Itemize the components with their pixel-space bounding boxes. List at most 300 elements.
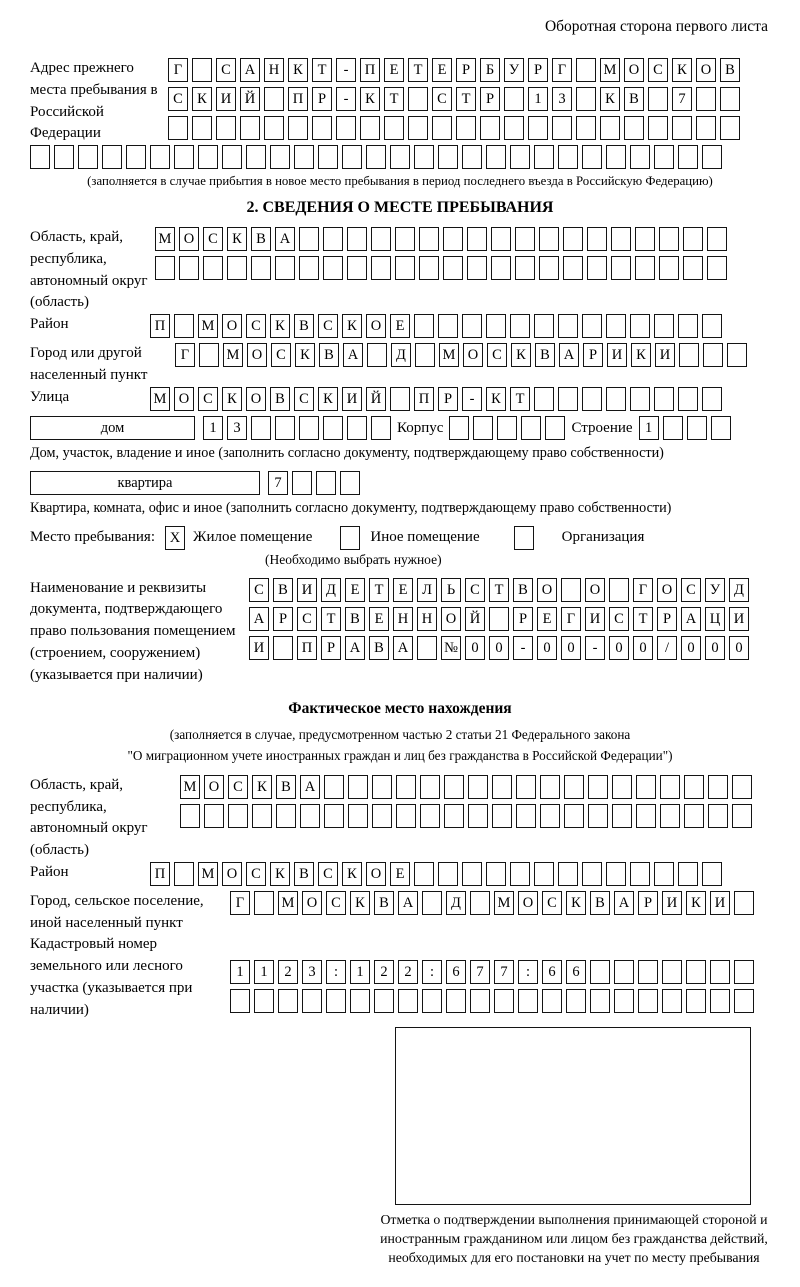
char-box[interactable]	[648, 87, 668, 111]
char-box[interactable]	[558, 314, 578, 338]
char-box[interactable]: Е	[369, 607, 389, 631]
char-box[interactable]: С	[542, 891, 562, 915]
char-box[interactable]: Е	[537, 607, 557, 631]
char-box[interactable]	[324, 775, 344, 799]
char-box[interactable]	[590, 989, 610, 1013]
char-box[interactable]: И	[216, 87, 236, 111]
char-box[interactable]: К	[270, 314, 290, 338]
char-box[interactable]	[486, 862, 506, 886]
char-box[interactable]	[684, 804, 704, 828]
char-box[interactable]	[462, 314, 482, 338]
char-box[interactable]: 0	[609, 636, 629, 660]
char-box[interactable]	[470, 989, 490, 1013]
char-box[interactable]: 0	[465, 636, 485, 660]
char-box[interactable]	[687, 416, 707, 440]
char-box[interactable]: :	[518, 960, 538, 984]
char-box[interactable]	[203, 256, 223, 280]
confirmation-mark-box[interactable]	[395, 1027, 751, 1205]
char-box[interactable]	[576, 58, 596, 82]
char-box[interactable]	[180, 804, 200, 828]
char-box[interactable]: К	[360, 87, 380, 111]
char-box[interactable]	[635, 256, 655, 280]
char-box[interactable]: А	[614, 891, 634, 915]
char-box[interactable]: А	[300, 775, 320, 799]
char-box[interactable]	[318, 145, 338, 169]
char-box[interactable]	[174, 314, 194, 338]
char-box[interactable]: М	[223, 343, 243, 367]
char-box[interactable]: В	[720, 58, 740, 82]
char-box[interactable]: К	[318, 387, 338, 411]
char-box[interactable]	[294, 145, 314, 169]
char-box[interactable]: Д	[321, 578, 341, 602]
char-box[interactable]	[609, 578, 629, 602]
char-box[interactable]: М	[198, 862, 218, 886]
char-box[interactable]	[491, 227, 511, 251]
char-box[interactable]	[486, 314, 506, 338]
char-box[interactable]: Ь	[441, 578, 461, 602]
char-box[interactable]	[561, 578, 581, 602]
char-box[interactable]	[734, 960, 754, 984]
char-box[interactable]: А	[393, 636, 413, 660]
char-box[interactable]	[727, 343, 747, 367]
char-box[interactable]	[684, 775, 704, 799]
char-box[interactable]: 2	[374, 960, 394, 984]
char-box[interactable]	[240, 116, 260, 140]
char-box[interactable]	[486, 145, 506, 169]
char-box[interactable]	[582, 145, 602, 169]
char-box[interactable]	[576, 87, 596, 111]
char-box[interactable]	[588, 804, 608, 828]
char-box[interactable]: 3	[227, 416, 247, 440]
char-box[interactable]	[395, 256, 415, 280]
char-box[interactable]: С	[648, 58, 668, 82]
char-box[interactable]	[638, 989, 658, 1013]
char-box[interactable]: О	[696, 58, 716, 82]
char-box[interactable]	[515, 227, 535, 251]
char-box[interactable]	[696, 116, 716, 140]
char-box[interactable]: Е	[384, 58, 404, 82]
char-box[interactable]: О	[174, 387, 194, 411]
char-box[interactable]: П	[150, 314, 170, 338]
char-box[interactable]	[662, 989, 682, 1013]
char-box[interactable]	[504, 87, 524, 111]
char-box[interactable]	[326, 989, 346, 1013]
char-box[interactable]: №	[441, 636, 461, 660]
char-box[interactable]: А	[398, 891, 418, 915]
char-box[interactable]	[516, 804, 536, 828]
char-box[interactable]: :	[326, 960, 346, 984]
char-box[interactable]: С	[203, 227, 223, 251]
char-box[interactable]: Р	[456, 58, 476, 82]
char-box[interactable]: А	[559, 343, 579, 367]
char-box[interactable]	[336, 116, 356, 140]
char-box[interactable]: О	[302, 891, 322, 915]
char-box[interactable]: Н	[264, 58, 284, 82]
char-box[interactable]: О	[463, 343, 483, 367]
char-box[interactable]	[473, 416, 493, 440]
char-box[interactable]: М	[494, 891, 514, 915]
char-box[interactable]: В	[251, 227, 271, 251]
char-box[interactable]	[510, 862, 530, 886]
char-box[interactable]	[102, 145, 122, 169]
char-box[interactable]	[702, 145, 722, 169]
char-box[interactable]: В	[319, 343, 339, 367]
char-box[interactable]	[174, 145, 194, 169]
checkbox-organizatsiya[interactable]	[514, 526, 534, 550]
char-box[interactable]	[273, 636, 293, 660]
char-box[interactable]	[624, 116, 644, 140]
char-box[interactable]: Е	[393, 578, 413, 602]
checkbox-zhiloe[interactable]: X	[165, 526, 185, 550]
char-box[interactable]: С	[487, 343, 507, 367]
char-box[interactable]: С	[271, 343, 291, 367]
char-box[interactable]	[443, 227, 463, 251]
char-box[interactable]	[323, 256, 343, 280]
char-box[interactable]	[384, 116, 404, 140]
char-box[interactable]: Е	[345, 578, 365, 602]
char-box[interactable]: К	[566, 891, 586, 915]
char-box[interactable]	[299, 256, 319, 280]
char-box[interactable]: Г	[561, 607, 581, 631]
char-box[interactable]	[340, 471, 360, 495]
char-box[interactable]	[558, 145, 578, 169]
char-box[interactable]	[638, 960, 658, 984]
char-box[interactable]: Р	[273, 607, 293, 631]
char-box[interactable]	[720, 116, 740, 140]
char-box[interactable]	[348, 804, 368, 828]
char-box[interactable]: Р	[321, 636, 341, 660]
char-box[interactable]: А	[275, 227, 295, 251]
char-box[interactable]: М	[278, 891, 298, 915]
char-box[interactable]: К	[511, 343, 531, 367]
char-box[interactable]	[300, 804, 320, 828]
char-box[interactable]	[732, 804, 752, 828]
char-box[interactable]: С	[465, 578, 485, 602]
char-box[interactable]	[174, 862, 194, 886]
char-box[interactable]	[468, 804, 488, 828]
char-box[interactable]: К	[342, 862, 362, 886]
char-box[interactable]: М	[600, 58, 620, 82]
char-box[interactable]: Г	[230, 891, 250, 915]
char-box[interactable]: 0	[537, 636, 557, 660]
char-box[interactable]: О	[179, 227, 199, 251]
char-box[interactable]: У	[705, 578, 725, 602]
char-box[interactable]: 6	[446, 960, 466, 984]
char-box[interactable]: И	[607, 343, 627, 367]
char-box[interactable]: К	[686, 891, 706, 915]
char-box[interactable]	[504, 116, 524, 140]
char-box[interactable]	[612, 775, 632, 799]
char-box[interactable]	[558, 862, 578, 886]
char-box[interactable]: А	[343, 343, 363, 367]
char-box[interactable]	[480, 116, 500, 140]
char-box[interactable]: И	[710, 891, 730, 915]
char-box[interactable]: К	[600, 87, 620, 111]
char-box[interactable]: О	[537, 578, 557, 602]
char-box[interactable]: К	[222, 387, 242, 411]
char-box[interactable]	[254, 891, 274, 915]
char-box[interactable]: В	[294, 314, 314, 338]
char-box[interactable]	[654, 145, 674, 169]
char-box[interactable]	[630, 387, 650, 411]
char-box[interactable]	[611, 256, 631, 280]
char-box[interactable]: И	[297, 578, 317, 602]
char-box[interactable]	[635, 227, 655, 251]
char-box[interactable]	[251, 256, 271, 280]
char-box[interactable]: Т	[312, 58, 332, 82]
char-box[interactable]	[582, 387, 602, 411]
char-box[interactable]: 7	[494, 960, 514, 984]
char-box[interactable]	[462, 145, 482, 169]
char-box[interactable]: 3	[552, 87, 572, 111]
char-box[interactable]: Р	[513, 607, 533, 631]
char-box[interactable]: Й	[240, 87, 260, 111]
char-box[interactable]: М	[155, 227, 175, 251]
char-box[interactable]: Ц	[705, 607, 725, 631]
char-box[interactable]: М	[180, 775, 200, 799]
char-box[interactable]	[534, 145, 554, 169]
char-box[interactable]	[545, 416, 565, 440]
char-box[interactable]	[270, 145, 290, 169]
char-box[interactable]	[347, 256, 367, 280]
char-box[interactable]	[606, 145, 626, 169]
char-box[interactable]: О	[441, 607, 461, 631]
char-box[interactable]	[492, 804, 512, 828]
char-box[interactable]	[516, 775, 536, 799]
char-box[interactable]	[659, 227, 679, 251]
char-box[interactable]	[497, 416, 517, 440]
char-box[interactable]: С	[246, 862, 266, 886]
char-box[interactable]: К	[672, 58, 692, 82]
char-box[interactable]	[663, 416, 683, 440]
char-box[interactable]	[707, 256, 727, 280]
char-box[interactable]: В	[590, 891, 610, 915]
char-box[interactable]	[414, 145, 434, 169]
char-box[interactable]	[654, 314, 674, 338]
char-box[interactable]	[654, 862, 674, 886]
char-box[interactable]	[582, 314, 602, 338]
char-box[interactable]	[489, 607, 509, 631]
char-box[interactable]	[228, 804, 248, 828]
char-box[interactable]: С	[246, 314, 266, 338]
char-box[interactable]	[518, 989, 538, 1013]
char-box[interactable]: 0	[705, 636, 725, 660]
char-box[interactable]: 0	[489, 636, 509, 660]
char-box[interactable]	[678, 145, 698, 169]
char-box[interactable]: И	[729, 607, 749, 631]
char-box[interactable]: -	[462, 387, 482, 411]
char-box[interactable]: М	[150, 387, 170, 411]
char-box[interactable]: В	[270, 387, 290, 411]
char-box[interactable]: О	[204, 775, 224, 799]
char-box[interactable]	[534, 387, 554, 411]
char-box[interactable]	[398, 989, 418, 1013]
char-box[interactable]: К	[350, 891, 370, 915]
char-box[interactable]	[204, 804, 224, 828]
char-box[interactable]: Р	[583, 343, 603, 367]
char-box[interactable]: К	[227, 227, 247, 251]
char-box[interactable]	[192, 58, 212, 82]
char-box[interactable]: 3	[302, 960, 322, 984]
char-box[interactable]: В	[535, 343, 555, 367]
char-box[interactable]	[324, 804, 344, 828]
char-box[interactable]	[276, 804, 296, 828]
char-box[interactable]	[374, 989, 394, 1013]
char-box[interactable]: /	[657, 636, 677, 660]
char-box[interactable]: О	[246, 387, 266, 411]
char-box[interactable]	[446, 989, 466, 1013]
char-box[interactable]	[534, 314, 554, 338]
char-box[interactable]	[510, 314, 530, 338]
char-box[interactable]: И	[662, 891, 682, 915]
char-box[interactable]	[371, 416, 391, 440]
char-box[interactable]: С	[318, 314, 338, 338]
char-box[interactable]	[199, 343, 219, 367]
char-box[interactable]: Т	[369, 578, 389, 602]
char-box[interactable]	[702, 314, 722, 338]
char-box[interactable]	[710, 989, 730, 1013]
char-box[interactable]	[462, 862, 482, 886]
char-box[interactable]: Т	[384, 87, 404, 111]
char-box[interactable]	[420, 804, 440, 828]
char-box[interactable]	[576, 116, 596, 140]
char-box[interactable]	[732, 775, 752, 799]
char-box[interactable]	[342, 145, 362, 169]
char-box[interactable]	[390, 145, 410, 169]
char-box[interactable]: А	[681, 607, 701, 631]
char-box[interactable]: С	[326, 891, 346, 915]
char-box[interactable]	[419, 227, 439, 251]
char-box[interactable]: А	[249, 607, 269, 631]
char-box[interactable]: И	[585, 607, 605, 631]
char-box[interactable]	[702, 862, 722, 886]
char-box[interactable]: О	[222, 314, 242, 338]
char-box[interactable]	[590, 960, 610, 984]
char-box[interactable]	[563, 227, 583, 251]
char-box[interactable]	[408, 116, 428, 140]
char-box[interactable]	[558, 387, 578, 411]
char-box[interactable]: А	[240, 58, 260, 82]
char-box[interactable]	[587, 227, 607, 251]
char-box[interactable]: О	[657, 578, 677, 602]
char-box[interactable]	[540, 775, 560, 799]
char-box[interactable]	[347, 416, 367, 440]
char-box[interactable]: В	[374, 891, 394, 915]
char-box[interactable]: М	[439, 343, 459, 367]
char-box[interactable]	[230, 989, 250, 1013]
char-box[interactable]	[542, 989, 562, 1013]
char-box[interactable]	[510, 145, 530, 169]
char-box[interactable]	[299, 416, 319, 440]
char-box[interactable]	[564, 804, 584, 828]
char-box[interactable]	[222, 145, 242, 169]
dom-type-box[interactable]: дом	[30, 416, 195, 440]
char-box[interactable]: К	[270, 862, 290, 886]
char-box[interactable]: О	[366, 314, 386, 338]
char-box[interactable]	[264, 116, 284, 140]
char-box[interactable]: О	[366, 862, 386, 886]
char-box[interactable]	[683, 256, 703, 280]
char-box[interactable]	[708, 804, 728, 828]
char-box[interactable]	[534, 862, 554, 886]
char-box[interactable]	[539, 227, 559, 251]
char-box[interactable]: И	[342, 387, 362, 411]
char-box[interactable]: Г	[175, 343, 195, 367]
char-box[interactable]: С	[681, 578, 701, 602]
char-box[interactable]	[254, 989, 274, 1013]
char-box[interactable]	[494, 989, 514, 1013]
char-box[interactable]	[414, 862, 434, 886]
char-box[interactable]	[660, 804, 680, 828]
char-box[interactable]	[711, 416, 731, 440]
char-box[interactable]: Д	[446, 891, 466, 915]
char-box[interactable]: 7	[268, 471, 288, 495]
char-box[interactable]: С	[318, 862, 338, 886]
char-box[interactable]	[492, 775, 512, 799]
char-box[interactable]	[251, 416, 271, 440]
char-box[interactable]: О	[624, 58, 644, 82]
char-box[interactable]: 2	[398, 960, 418, 984]
char-box[interactable]	[292, 471, 312, 495]
char-box[interactable]	[468, 775, 488, 799]
char-box[interactable]: Р	[528, 58, 548, 82]
char-box[interactable]: :	[422, 960, 442, 984]
char-box[interactable]	[438, 314, 458, 338]
char-box[interactable]	[414, 314, 434, 338]
char-box[interactable]: Г	[552, 58, 572, 82]
char-box[interactable]	[438, 145, 458, 169]
char-box[interactable]: С	[609, 607, 629, 631]
char-box[interactable]	[702, 387, 722, 411]
char-box[interactable]: -	[585, 636, 605, 660]
char-box[interactable]	[299, 227, 319, 251]
char-box[interactable]	[710, 960, 730, 984]
char-box[interactable]	[419, 256, 439, 280]
char-box[interactable]	[552, 116, 572, 140]
char-box[interactable]	[648, 116, 668, 140]
char-box[interactable]	[686, 960, 706, 984]
char-box[interactable]	[288, 116, 308, 140]
char-box[interactable]	[467, 256, 487, 280]
char-box[interactable]: -	[336, 58, 356, 82]
char-box[interactable]: О	[222, 862, 242, 886]
char-box[interactable]	[422, 989, 442, 1013]
char-box[interactable]: Т	[633, 607, 653, 631]
char-box[interactable]	[654, 387, 674, 411]
char-box[interactable]	[312, 116, 332, 140]
char-box[interactable]	[246, 145, 266, 169]
char-box[interactable]	[515, 256, 535, 280]
char-box[interactable]	[539, 256, 559, 280]
char-box[interactable]: П	[297, 636, 317, 660]
char-box[interactable]	[660, 775, 680, 799]
char-box[interactable]	[606, 387, 626, 411]
char-box[interactable]	[390, 387, 410, 411]
char-box[interactable]: С	[216, 58, 236, 82]
char-box[interactable]: П	[288, 87, 308, 111]
char-box[interactable]	[734, 989, 754, 1013]
char-box[interactable]: Г	[633, 578, 653, 602]
char-box[interactable]: К	[295, 343, 315, 367]
char-box[interactable]	[606, 862, 626, 886]
char-box[interactable]	[348, 775, 368, 799]
char-box[interactable]: 1	[528, 87, 548, 111]
char-box[interactable]	[470, 891, 490, 915]
char-box[interactable]	[707, 227, 727, 251]
char-box[interactable]	[443, 256, 463, 280]
char-box[interactable]	[491, 256, 511, 280]
char-box[interactable]	[316, 471, 336, 495]
